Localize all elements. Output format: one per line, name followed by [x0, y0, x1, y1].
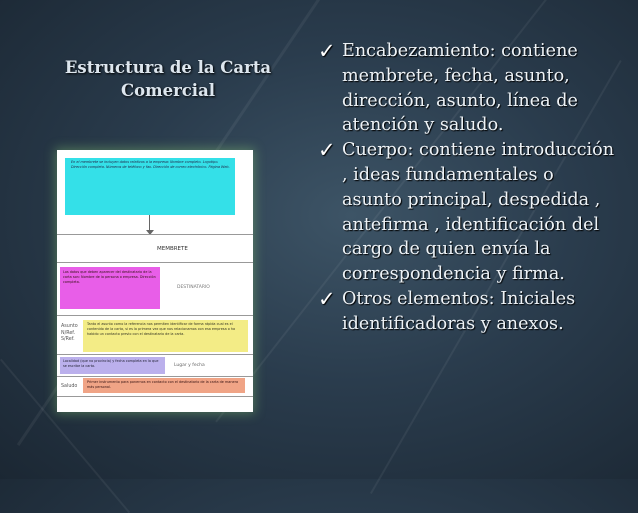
bullet-item-otros	[318, 287, 618, 337]
asunto-label: Asunto N/Ref. S/Ref.	[61, 324, 78, 342]
slide-title	[48, 56, 288, 102]
divider	[57, 354, 253, 355]
bullet-list	[318, 39, 618, 337]
bullet-text: Otros elementos: Iniciales identificadoras y anexos.	[342, 288, 576, 334]
header-block-text: En el membrete se incluyen datos relativos a la empresa: Nombre completo. Logotipo. Dirección completa. Números de teléfono y fax. Dirección de correo electrónico. Página Web.	[71, 160, 230, 169]
checkmark-icon: ✓	[318, 39, 336, 63]
membrete-label: MEMBRETE	[157, 246, 188, 252]
recipient-block-text: Los datos que deben aparecer del destinatario de la carta son: Nombre de la persona o empresa. Dirección completa.	[63, 270, 156, 284]
divider	[57, 262, 253, 263]
divider	[57, 315, 253, 316]
lugar-label: Lugar y fecha	[174, 363, 205, 368]
bullet-text: Cuerpo: contiene introducción , ideas fundamentales o asunto principal, despedida , antefirma , identificación del cargo de quien envía la correspondencia y firma.	[342, 140, 615, 285]
subject-block-text: Tanto el asunto como la referencia nos permiten identificar de forma rápida cual es el contenido de la carta, si es la primera vez que nos relacionamos con esa empresa o ha habido un contacto previo con el destinatario de la carta.	[87, 322, 236, 336]
slide-title-line1: Estructura de la Carta	[64, 58, 272, 77]
bullet-item-cuerpo	[318, 138, 618, 287]
bullet-text: Encabezamiento: contiene membrete, fecha, asunto, dirección, asunto, línea de atención y saludo.	[342, 41, 578, 136]
divider	[57, 396, 253, 397]
checkmark-icon: ✓	[318, 138, 336, 163]
destinatario-label: DESTINATARIO	[177, 285, 210, 290]
greeting-block-text: Primer instrumento para ponernos en contacto con el destinatario de la carta de manera más personal.	[87, 380, 239, 389]
slide-title-line2: Comercial	[120, 81, 216, 100]
letter-structure-thumbnail	[57, 150, 253, 412]
saludo-label: Saludo	[61, 384, 78, 389]
divider	[57, 376, 253, 377]
divider	[57, 234, 253, 235]
bullet-item-encabezamiento	[318, 39, 618, 138]
checkmark-icon: ✓	[318, 286, 336, 311]
locality-block-text: Localidad (que no provincia) y fecha completa en la que se escribe la carta.	[63, 359, 159, 368]
